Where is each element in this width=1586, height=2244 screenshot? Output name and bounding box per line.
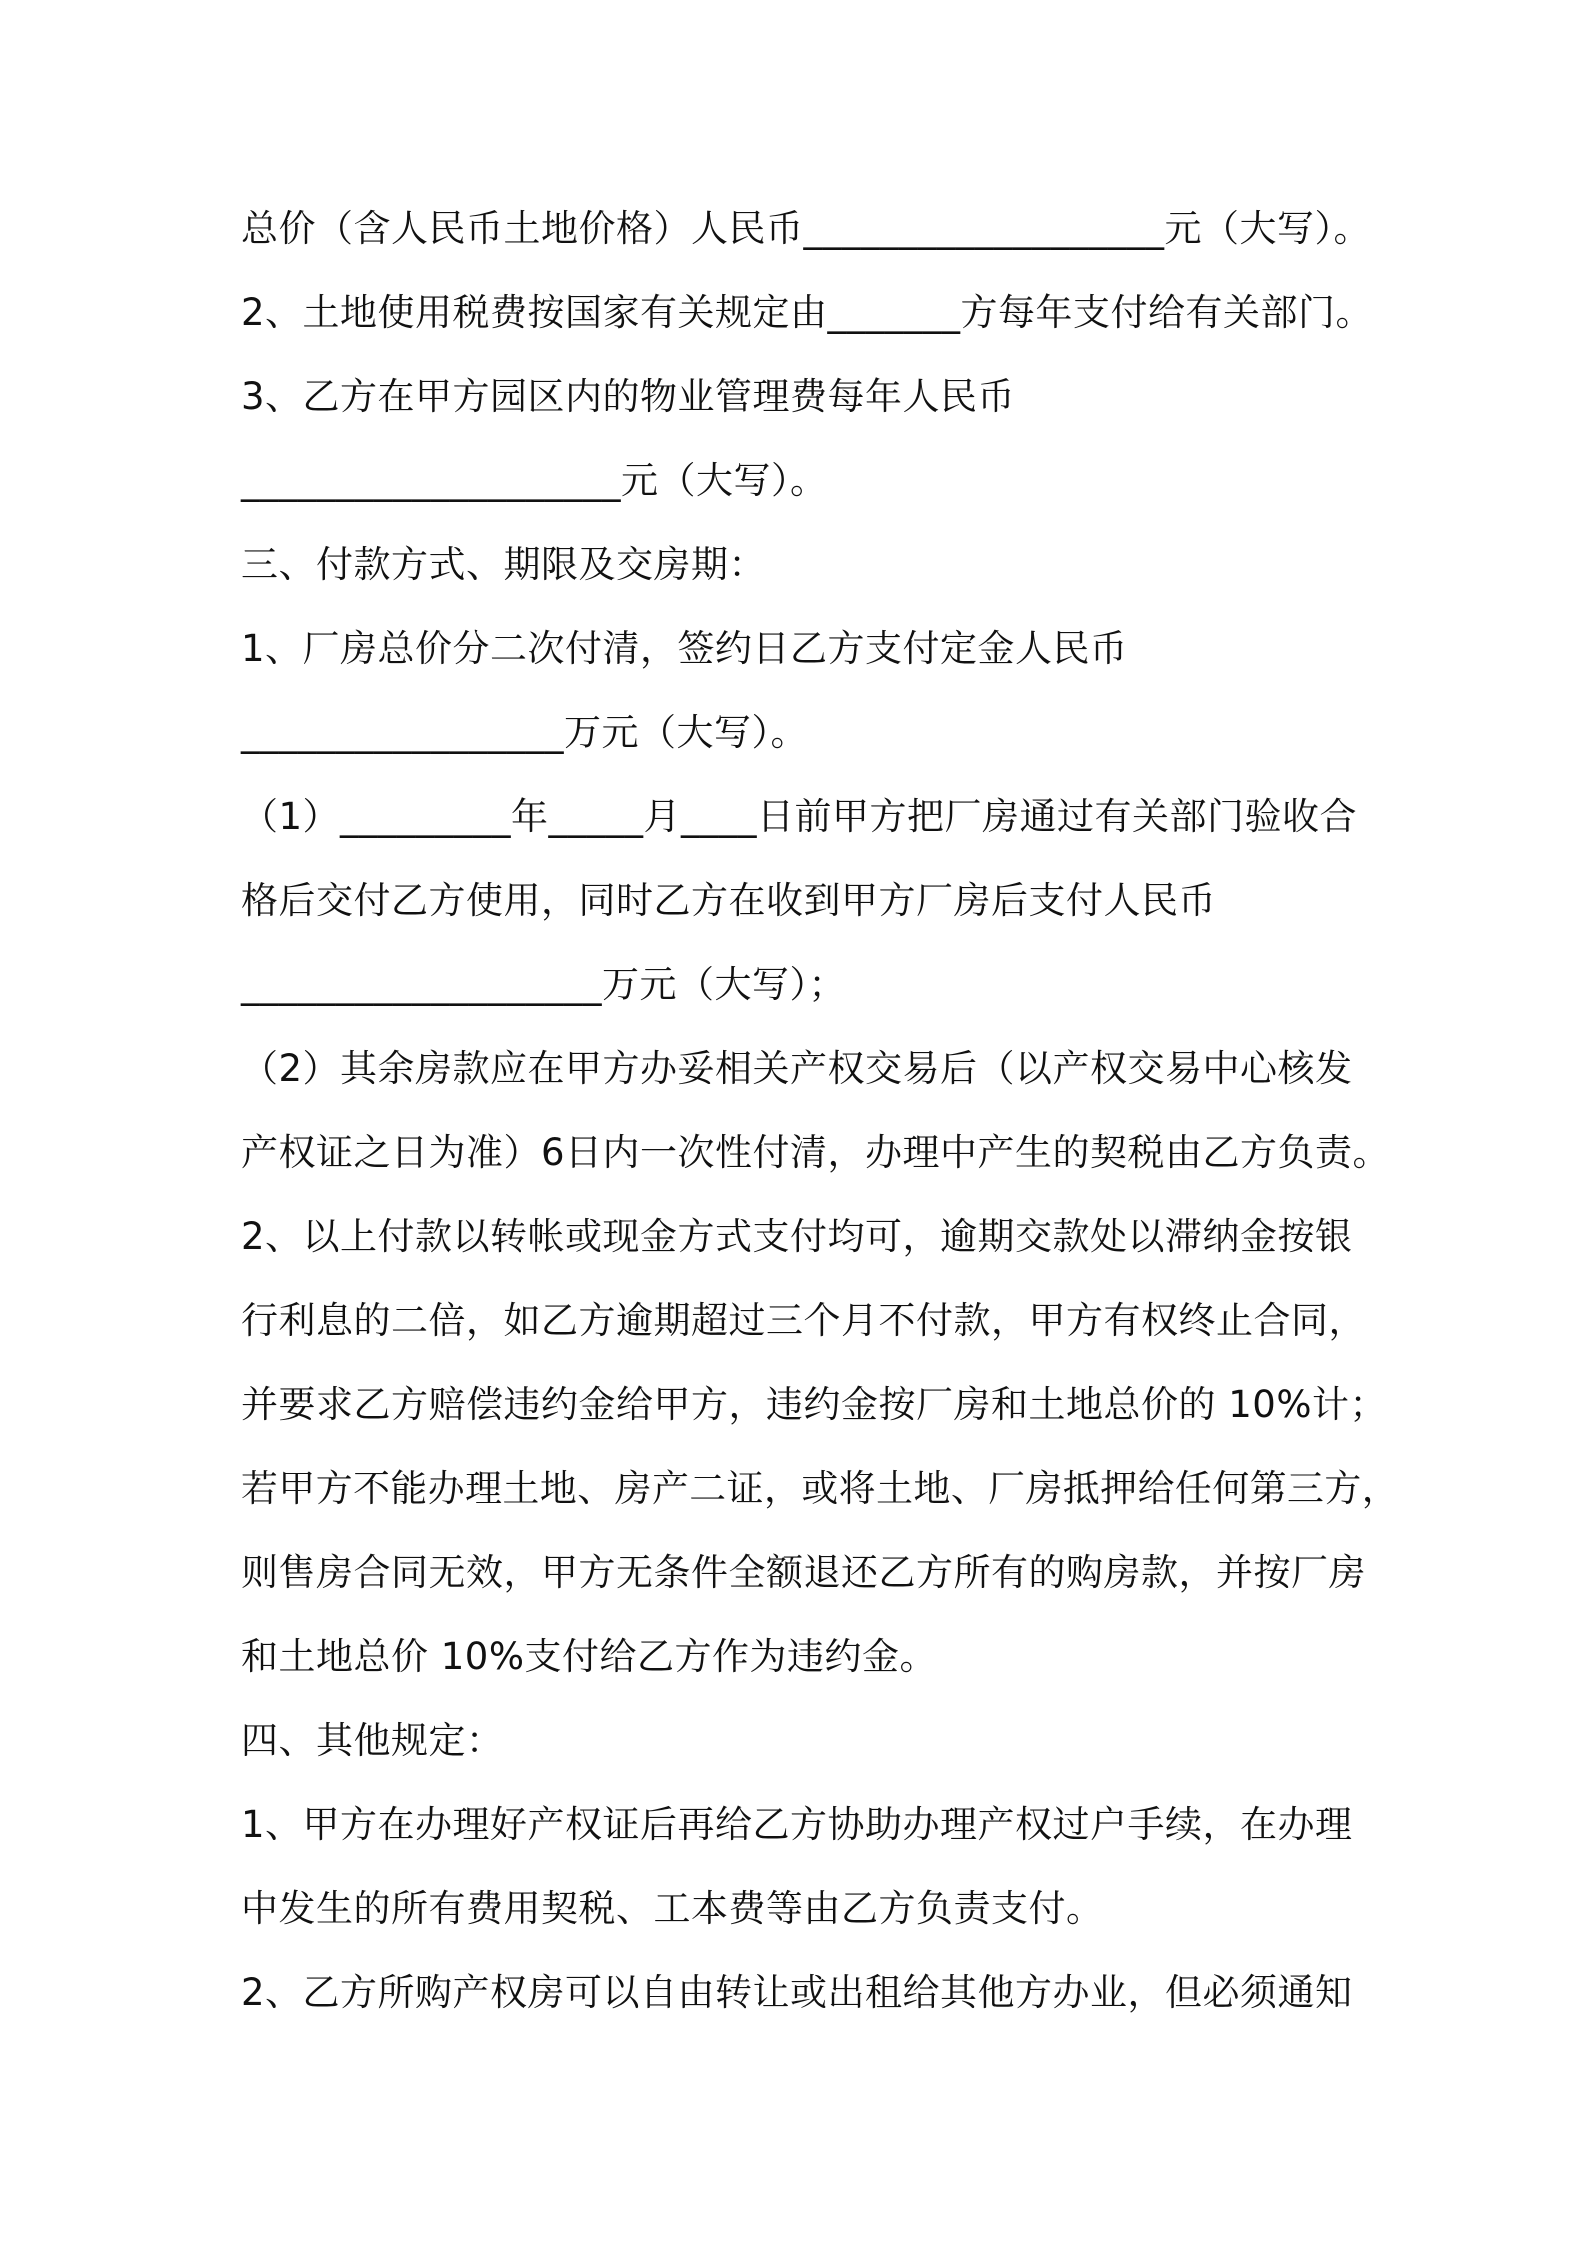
text-line: （1）_________年_____月____日前甲方把厂房通过有关部门验收合	[241, 795, 1358, 838]
text-line: 2、以上付款以转帐或现金方式支付均可，逾期交款处以滞纳金按银	[241, 1215, 1353, 1258]
text-line: 格后交付乙方使用，同时乙方在收到甲方厂房后支付人民币	[241, 879, 1216, 922]
text-line: （2）其余房款应在甲方办妥相关产权交易后（以产权交易中心核发	[241, 1047, 1353, 1090]
text-line: 2、土地使用税费按国家有关规定由_______方每年支付给有关部门。	[241, 291, 1374, 334]
text-line: _________________万元（大写）。	[241, 711, 808, 754]
text-line: 若甲方不能办理土地、房产二证，或将土地、厂房抵押给任何第三方，	[241, 1467, 1400, 1510]
section-heading: 三、付款方式、期限及交房期：	[241, 543, 766, 586]
text-line: ___________________万元（大写）；	[241, 963, 846, 1006]
section-heading: 四、其他规定：	[241, 1719, 504, 1762]
text-line: 行利息的二倍，如乙方逾期超过三个月不付款，甲方有权终止合同，	[241, 1299, 1366, 1342]
text-line: ____________________元（大写）。	[241, 459, 828, 502]
text-line: 1、甲方在办理好产权证后再给乙方协助办理产权过户手续，在办理	[241, 1803, 1353, 1846]
text-line: 3、乙方在甲方园区内的物业管理费每年人民币	[241, 375, 1016, 418]
text-line: 总价（含人民币土地价格）人民币___________________元（大写）。	[241, 207, 1371, 250]
text-line: 中发生的所有费用契税、工本费等由乙方负责支付。	[241, 1887, 1104, 1930]
text-line: 则售房合同无效，甲方无条件全额退还乙方所有的购房款，并按厂房	[241, 1551, 1366, 1594]
text-line: 并要求乙方赔偿违约金给甲方，违约金按厂房和土地总价的 10%计；	[241, 1383, 1387, 1426]
text-line: 1、厂房总价分二次付清，签约日乙方支付定金人民币	[241, 627, 1128, 670]
text-line: 2、乙方所购产权房可以自由转让或出租给其他方办业，但必须通知	[241, 1971, 1353, 2014]
text-line: 和土地总价 10%支付给乙方作为违约金。	[241, 1635, 937, 1678]
text-line: 产权证之日为准）6日内一次性付清，办理中产生的契税由乙方负责。	[241, 1131, 1391, 1174]
